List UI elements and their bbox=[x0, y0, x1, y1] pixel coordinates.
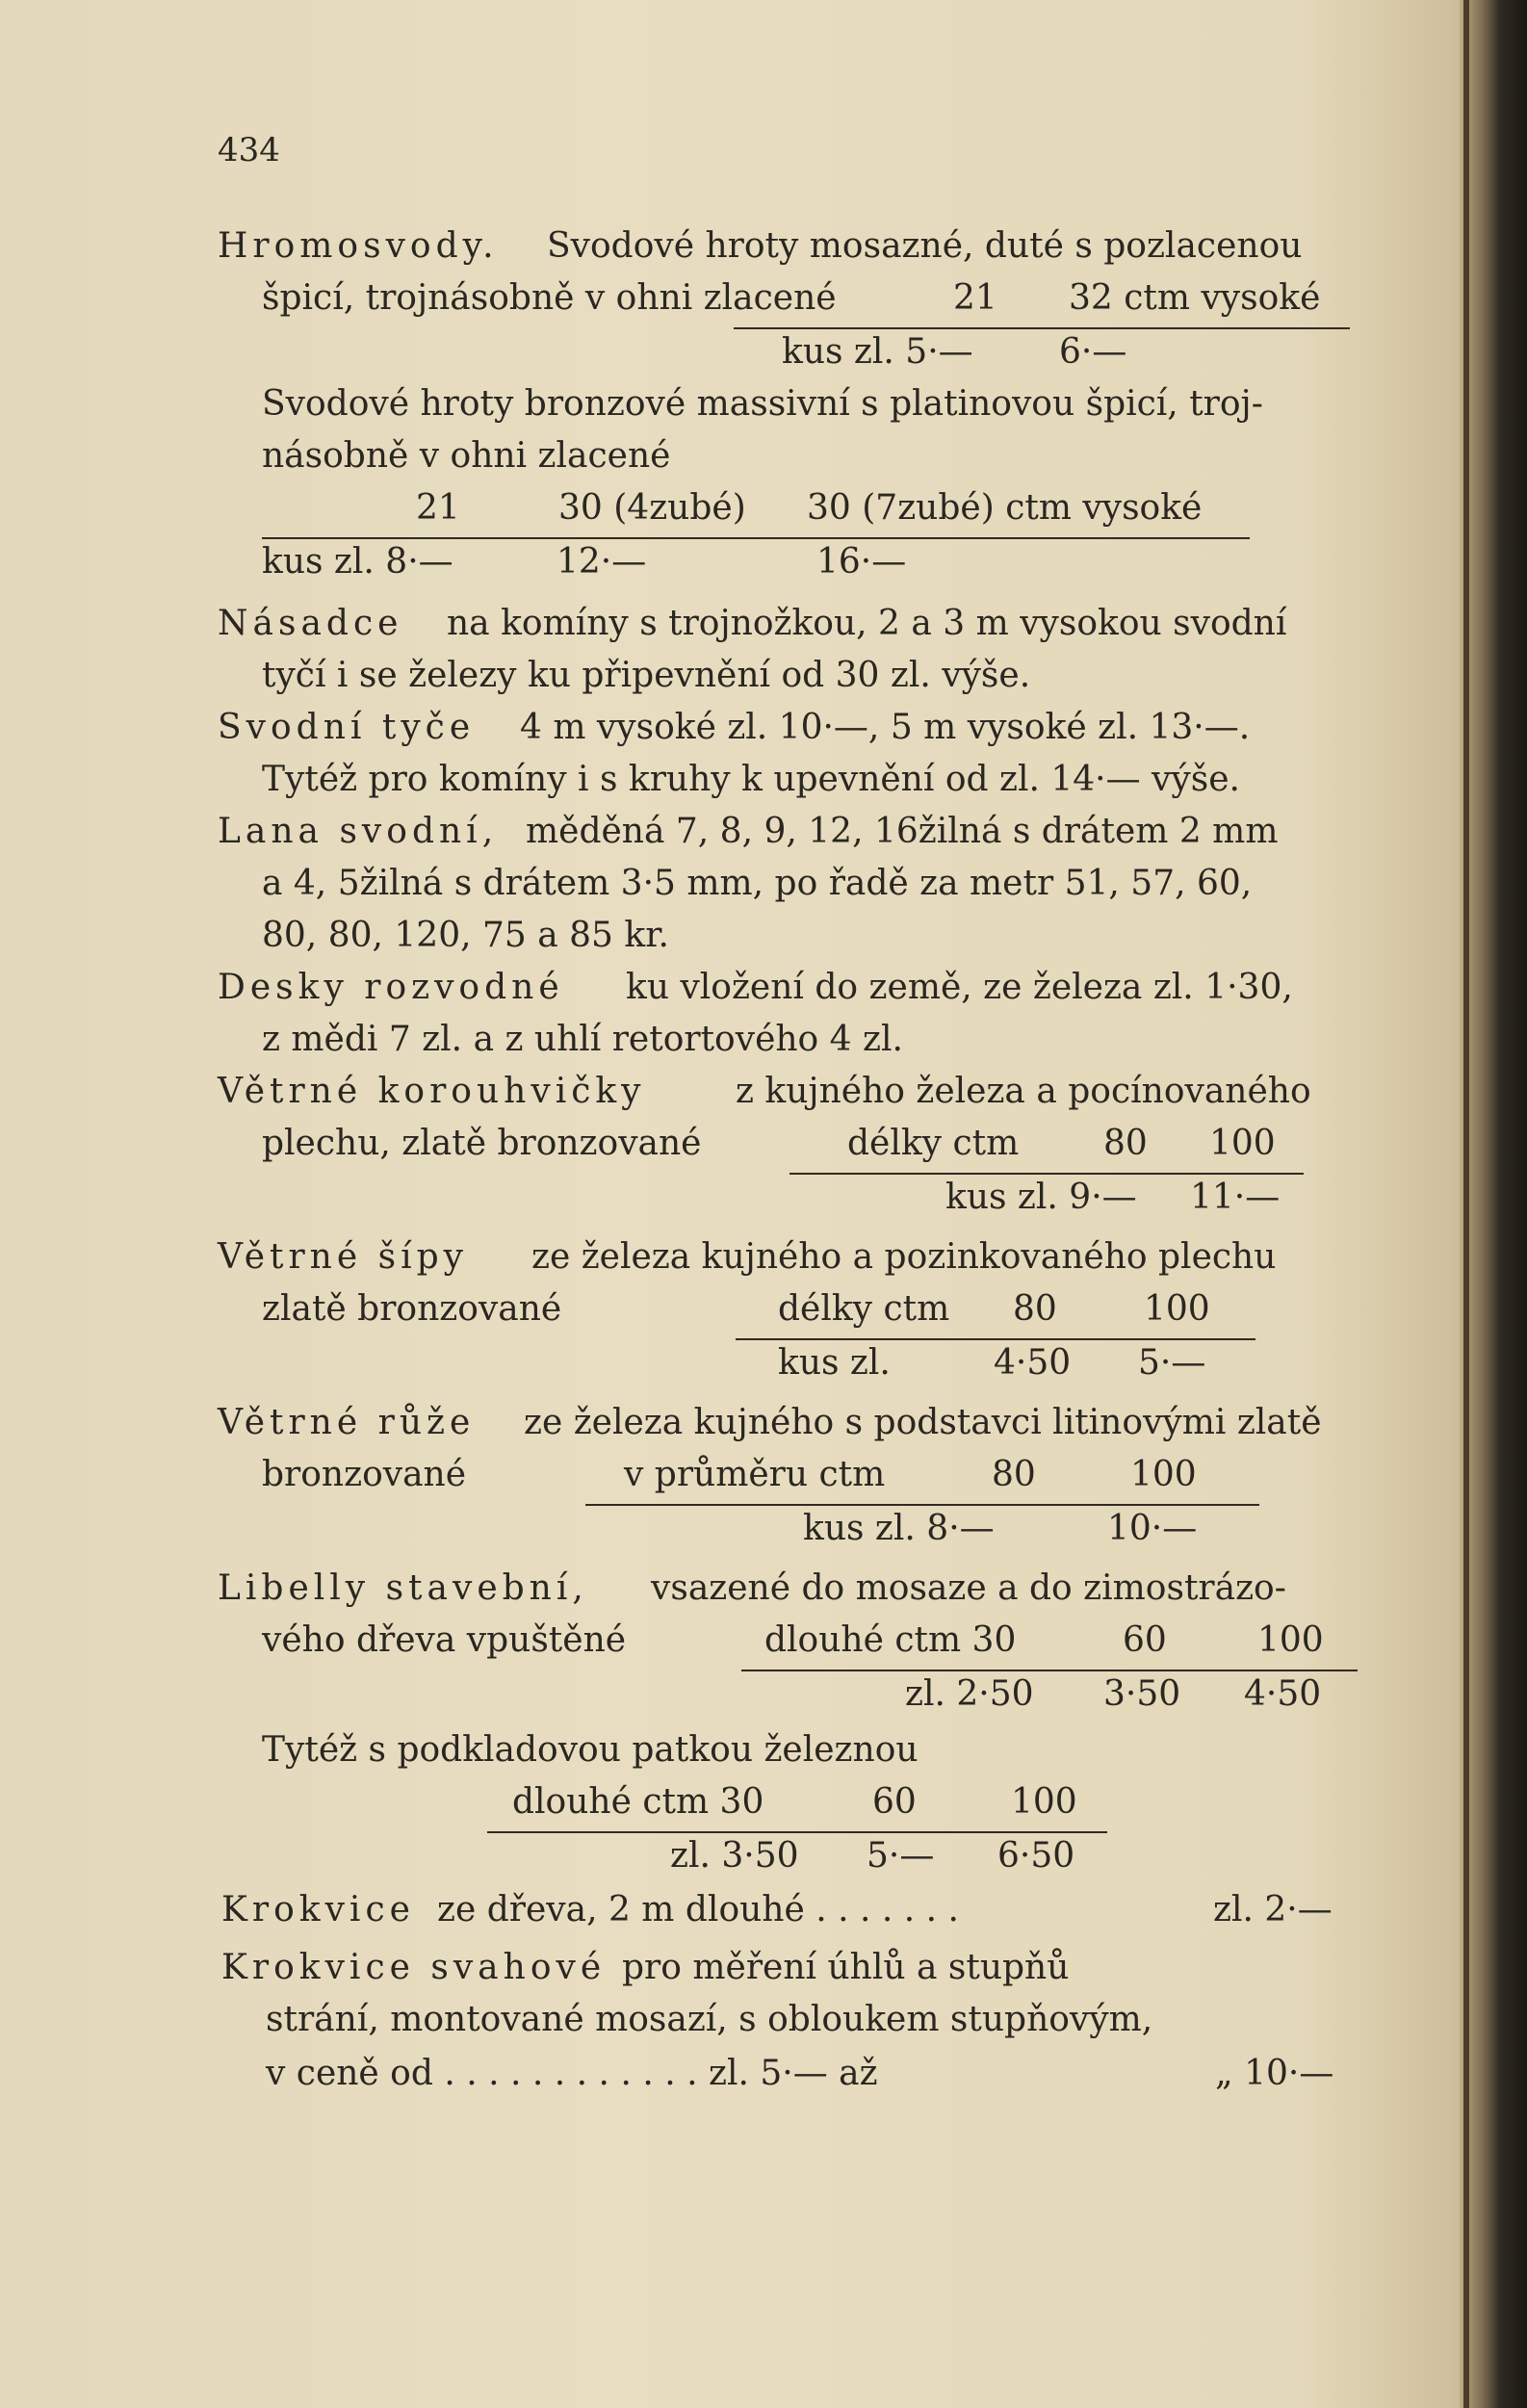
size-label: dlouhé ctm 30 bbox=[764, 1620, 1017, 1660]
size-label: v průměru ctm bbox=[624, 1455, 886, 1494]
entry-text: bronzované bbox=[262, 1455, 467, 1494]
size-value: 100 bbox=[1144, 1289, 1210, 1329]
table-rule bbox=[789, 1173, 1304, 1175]
entry-text: špicí, trojnásobně v ohni zlacené bbox=[262, 278, 837, 318]
entry-text: na komíny s trojnožkou, 2 a 3 m vysokou svodní bbox=[447, 604, 1287, 643]
size-value: 80 bbox=[992, 1455, 1036, 1494]
price-label: kus zl. 8·— bbox=[262, 542, 453, 582]
entry-text: v ceně od . . . . . . . . . . . . zl. 5·— až bbox=[266, 2054, 878, 2093]
page-binding-edge bbox=[1463, 0, 1469, 2408]
entry-text: vého dřeva vpuštěné bbox=[262, 1620, 627, 1660]
entry-text: Svodové hroty mosazné, duté s pozlacenou bbox=[547, 226, 1303, 266]
table-rule bbox=[734, 327, 1350, 329]
table-rule bbox=[736, 1338, 1255, 1340]
size-value: 60 bbox=[872, 1782, 917, 1822]
size-value: 21 bbox=[953, 278, 997, 318]
price-value: zl. 2·— bbox=[1213, 1890, 1333, 1929]
page-edge-shadow bbox=[1460, 0, 1527, 2408]
entry-text: tyčí i se železy ku připevnění od 30 zl. výše. bbox=[262, 656, 1031, 695]
entry-heading: Větrné růže bbox=[218, 1403, 476, 1442]
entry-heading: Lana svodní, bbox=[218, 812, 499, 851]
entry-text: ku vložení do země, ze železa zl. 1·30, bbox=[626, 968, 1293, 1007]
entry-text: násobně v ohni zlacené bbox=[262, 436, 671, 476]
price-label: kus zl. 5·— bbox=[782, 332, 973, 372]
price-value: 3·50 bbox=[1103, 1674, 1181, 1714]
price-value: 11·— bbox=[1190, 1178, 1281, 1217]
entry-heading: Svodní tyče bbox=[218, 708, 476, 747]
size-value: 60 bbox=[1123, 1620, 1167, 1660]
table-rule bbox=[741, 1670, 1358, 1671]
price-label: kus zl. 9·— bbox=[945, 1178, 1137, 1217]
size-value: 80 bbox=[1103, 1124, 1148, 1163]
entry-text: měděná 7, 8, 9, 12, 16žilná s drátem 2 mm bbox=[526, 812, 1279, 851]
entry-text: Svodové hroty bronzové massivní s platinovou špicí, troj- bbox=[262, 384, 1263, 424]
entry-heading: Větrné šípy bbox=[218, 1237, 468, 1277]
entry-text: z mědi 7 zl. a z uhlí retortového 4 zl. bbox=[262, 1020, 903, 1059]
size-value: 100 bbox=[1011, 1782, 1077, 1822]
size-value: 80 bbox=[1013, 1289, 1057, 1329]
entry-text: z kujného železa a pocínovaného bbox=[736, 1072, 1311, 1111]
entry-text: ze dřeva, 2 m dlouhé . . . . . . . bbox=[437, 1890, 960, 1929]
price-value: zl. 3·50 bbox=[670, 1836, 799, 1876]
entry-text: Tytéž pro komíny i s kruhy k upevnění od zl. 14·— výše. bbox=[262, 760, 1240, 799]
entry-heading: Hromosvody. bbox=[218, 226, 499, 266]
entry-text: plechu, zlatě bronzované bbox=[262, 1124, 702, 1163]
size-value: 100 bbox=[1130, 1455, 1197, 1494]
size-label: délky ctm bbox=[847, 1124, 1020, 1163]
size-label: dlouhé ctm 30 bbox=[512, 1782, 764, 1822]
table-rule bbox=[262, 537, 1250, 539]
price-value: zl. 2·50 bbox=[905, 1674, 1034, 1714]
price-value: 4·50 bbox=[994, 1343, 1072, 1383]
size-value: 100 bbox=[1209, 1124, 1276, 1163]
entry-heading: Desky rozvodné bbox=[218, 968, 564, 1007]
entry-heading: Větrné korouhvičky bbox=[218, 1072, 646, 1111]
entry-text: 4 m vysoké zl. 10·—, 5 m vysoké zl. 13·—. bbox=[520, 708, 1251, 747]
price-value: 6·— bbox=[1059, 332, 1127, 372]
size-value: 30 (7zubé) ctm vysoké bbox=[807, 488, 1203, 528]
price-value: 5·— bbox=[867, 1836, 935, 1876]
price-value: 4·50 bbox=[1244, 1674, 1322, 1714]
price-value: 16·— bbox=[816, 542, 907, 582]
size-label: délky ctm bbox=[778, 1289, 950, 1329]
entry-text: strání, montované mosazí, s obloukem stupňovým, bbox=[266, 2000, 1153, 2039]
entry-text: vsazené do mosaze a do zimostrázo- bbox=[651, 1568, 1286, 1608]
entry-heading: Krokvice bbox=[221, 1890, 415, 1929]
size-value: 30 (4zubé) bbox=[558, 488, 746, 528]
price-label: kus zl. bbox=[778, 1343, 891, 1383]
entry-text: ze železa kujného s podstavci litinovými zlatě bbox=[524, 1403, 1322, 1442]
entry-text: 80, 80, 120, 75 a 85 kr. bbox=[262, 916, 669, 955]
size-value: 21 bbox=[416, 488, 460, 528]
table-rule bbox=[487, 1831, 1107, 1833]
size-value: 100 bbox=[1257, 1620, 1324, 1660]
entry-heading: Násadce bbox=[218, 604, 403, 643]
price-value: 10·— bbox=[1107, 1509, 1198, 1548]
entry-heading: Krokvice svahové bbox=[221, 1948, 607, 1987]
price-value: „ 10·— bbox=[1215, 2054, 1334, 2093]
price-value: 5·— bbox=[1138, 1343, 1206, 1383]
entry-heading: Libelly stavební, bbox=[218, 1568, 588, 1608]
entry-text: ze železa kujného a pozinkovaného plechu bbox=[531, 1237, 1277, 1277]
page-number: 434 bbox=[218, 131, 280, 169]
entry-text: pro měření úhlů a stupňů bbox=[622, 1948, 1070, 1987]
price-value: 12·— bbox=[556, 542, 647, 582]
entry-text: zlatě bronzované bbox=[262, 1289, 562, 1329]
entry-text: Tytéž s podkladovou patkou železnou bbox=[262, 1730, 919, 1770]
price-label: kus zl. 8·— bbox=[803, 1509, 995, 1548]
price-value: 6·50 bbox=[997, 1836, 1075, 1876]
table-rule bbox=[585, 1504, 1259, 1506]
entry-text: a 4, 5žilná s drátem 3·5 mm, po řadě za metr 51, 57, 60, bbox=[262, 864, 1253, 903]
size-value: 32 ctm vysoké bbox=[1069, 278, 1321, 318]
